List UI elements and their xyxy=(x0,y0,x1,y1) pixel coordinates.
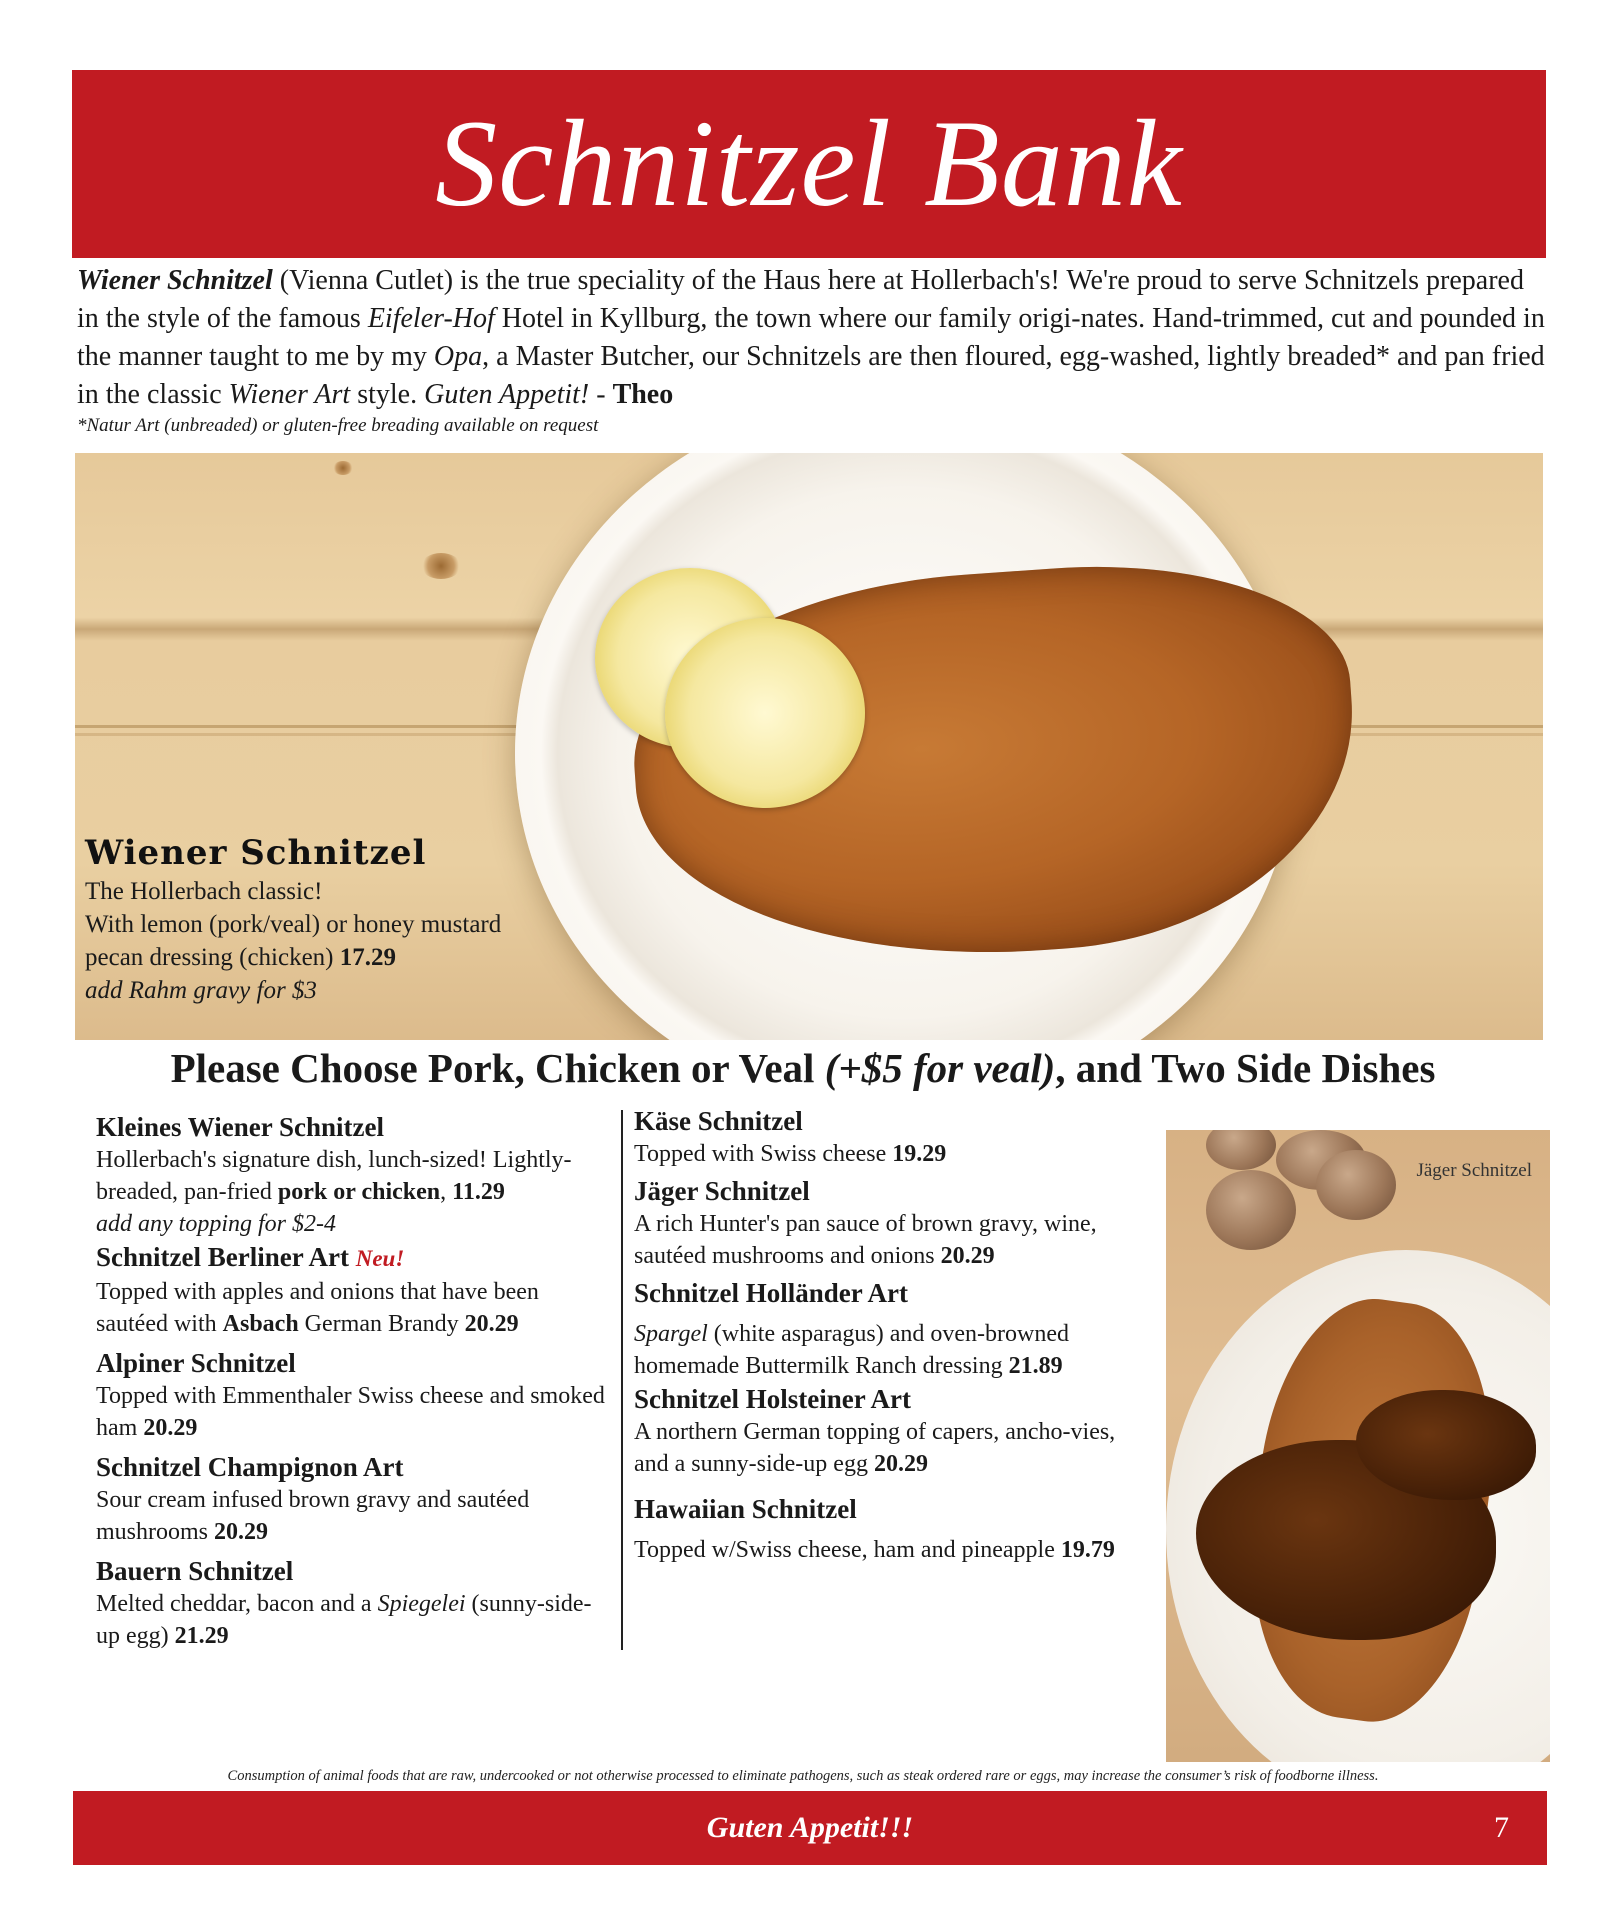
item-price: 19.79 xyxy=(1060,1537,1115,1563)
hero-price: 17.29 xyxy=(339,944,396,971)
item-price: 20.29 xyxy=(873,1451,928,1477)
menu-item-champignon xyxy=(96,1450,606,1548)
hero-desc: With lemon (pork/veal) or honey mustard pecan dressing (chicken) xyxy=(85,911,502,971)
item-title: Schnitzel Holsteiner Art xyxy=(634,1384,911,1414)
item-desc: German Brandy xyxy=(298,1311,465,1337)
intro-eifeler: Eifeler-Hof xyxy=(367,303,495,334)
item-desc: Topped with Swiss cheese xyxy=(634,1141,893,1167)
item-title: Bauern Schnitzel xyxy=(96,1556,294,1586)
item-price: 11.29 xyxy=(452,1179,505,1205)
intro-wiener-art: Wiener Art xyxy=(228,379,351,410)
choose-text-2: , and Two Side Dishes xyxy=(1055,1045,1436,1091)
menu-item-hawaiian xyxy=(634,1492,1150,1566)
item-price: 20.29 xyxy=(214,1519,269,1545)
health-disclaimer: Consumption of animal foods that are raw, undercooked or not otherwise processed to eliminate pathogens, such as steak ordered rare or eggs, may increase the consumer’s risk of foodborne illness. xyxy=(227,1768,1379,1784)
mushroom-image xyxy=(1206,1130,1276,1170)
item-title: Hawaiian Schnitzel xyxy=(634,1494,857,1524)
menu-item-kase xyxy=(634,1104,1150,1170)
item-desc-bold: Asbach xyxy=(222,1311,299,1337)
item-desc: , xyxy=(440,1179,453,1205)
hero-line-1: The Hollerbach classic! xyxy=(85,878,323,905)
item-add-note: add any topping for $2-4 xyxy=(96,1211,336,1237)
choose-text-1: Please Choose Pork, Chicken or Veal xyxy=(170,1045,825,1091)
footer-text: Guten Appetit!!! xyxy=(706,1811,914,1844)
menu-item-berliner xyxy=(96,1240,606,1340)
hero-line-2 xyxy=(85,908,555,974)
item-desc-bold: pork or chicken xyxy=(277,1179,441,1205)
page-number: 7 xyxy=(1494,1811,1509,1844)
item-title: Schnitzel Champignon Art xyxy=(96,1452,404,1482)
hero-caption xyxy=(85,831,555,1007)
intro-wiener: Wiener Schnitzel xyxy=(77,265,273,296)
item-desc: (sunny-side-up egg) xyxy=(96,1591,592,1649)
menu-item-bauern xyxy=(96,1554,606,1652)
item-desc: Hollerbach's signature dish, lunch-sized! Lightly-breaded, pan-fried xyxy=(96,1147,572,1205)
item-desc: Melted cheddar, bacon and a xyxy=(96,1591,378,1617)
intro-opa: Opa xyxy=(433,341,483,372)
item-desc: (white asparagus) and oven-browned homemade Buttermilk Ranch dressing xyxy=(634,1321,1069,1379)
item-desc-italic: Spargel xyxy=(634,1321,708,1347)
intro-signature: Theo xyxy=(612,379,674,410)
lemon-slice xyxy=(665,618,865,808)
mushroom-image xyxy=(1206,1170,1296,1250)
item-desc: Topped w/Swiss cheese, ham and pineapple xyxy=(634,1537,1061,1563)
menu-item-alpiner xyxy=(96,1346,606,1444)
hero-photo xyxy=(75,453,1543,1040)
item-price: 21.29 xyxy=(174,1623,229,1649)
item-price: 19.29 xyxy=(892,1141,947,1167)
intro-note: *Natur Art (unbreaded) or gluten-free breading available on request xyxy=(77,415,599,436)
item-price: 20.29 xyxy=(940,1243,995,1269)
intro-text-3: , a Master Butcher, our Schnitzels are then floured, egg-washed, lightly breaded* and pan fried in the classic xyxy=(77,341,1545,410)
page-title: Schnitzel Bank xyxy=(435,95,1183,232)
item-price: 20.29 xyxy=(464,1311,519,1337)
intro-dash: - xyxy=(589,379,613,410)
intro-text-4: style. xyxy=(350,379,425,410)
intro-guten: Guten Appetit! xyxy=(424,379,590,410)
menu-item-kleines xyxy=(96,1110,606,1240)
item-title-row xyxy=(96,1240,606,1276)
item-desc: Sour cream infused brown gravy and sautéed mushrooms xyxy=(96,1487,530,1545)
item-title: Alpiner Schnitzel xyxy=(96,1348,296,1378)
intro-text-2: Hotel in Kyllburg, the town where our family origi-nates. Hand-trimmed, cut and pounded in the manner taught to me by my xyxy=(77,303,1545,372)
item-title: Kleines Wiener Schnitzel xyxy=(96,1112,384,1142)
item-title: Schnitzel Holländer Art xyxy=(634,1278,908,1308)
photo-label: Jäger Schnitzel xyxy=(1416,1160,1532,1181)
wood-knot xyxy=(421,553,461,579)
item-desc: Topped with Emmenthaler Swiss cheese and smoked ham xyxy=(96,1383,605,1441)
header-banner xyxy=(72,70,1546,258)
menu-item-holsteiner xyxy=(634,1382,1150,1480)
hero-dish-name: Wiener Schnitzel xyxy=(85,833,427,873)
hero-add-note: add Rahm gravy for $3 xyxy=(85,977,317,1004)
menu-column-middle xyxy=(634,1104,1150,1566)
choose-veal: (+$5 for veal) xyxy=(824,1045,1056,1091)
item-price: 20.29 xyxy=(143,1415,198,1441)
jager-schnitzel-photo xyxy=(1166,1130,1550,1762)
mushroom-image xyxy=(1316,1150,1396,1220)
intro-text-1: (Vienna Cutlet) is the true speciality of the Haus here at Hollerbach's! We're proud to serve Schnitzels prepared in the style of the famous xyxy=(77,265,1524,334)
new-badge: Neu! xyxy=(355,1246,405,1271)
wood-knot xyxy=(333,461,353,475)
item-title: Schnitzel Berliner Art xyxy=(96,1242,356,1272)
menu-item-hollander xyxy=(634,1276,1150,1382)
footer-banner xyxy=(73,1791,1547,1865)
item-desc: A rich Hunter's pan sauce of brown gravy, wine, sautéed mushrooms and onions xyxy=(634,1211,1097,1269)
item-desc-italic: Spiegelei xyxy=(377,1591,466,1617)
column-divider xyxy=(621,1110,623,1650)
item-desc: Topped with apples and onions that have been sautéed with xyxy=(96,1279,539,1337)
item-title: Jäger Schnitzel xyxy=(634,1176,810,1206)
choose-heading xyxy=(0,1040,1606,1096)
menu-item-jager xyxy=(634,1174,1150,1272)
item-price: 21.89 xyxy=(1008,1353,1063,1379)
menu-column-left xyxy=(96,1110,606,1652)
intro-paragraph xyxy=(77,262,1547,438)
item-desc: A northern German topping of capers, ancho-vies, and a sunny-side-up egg xyxy=(634,1419,1116,1477)
item-title: Käse Schnitzel xyxy=(634,1106,803,1136)
